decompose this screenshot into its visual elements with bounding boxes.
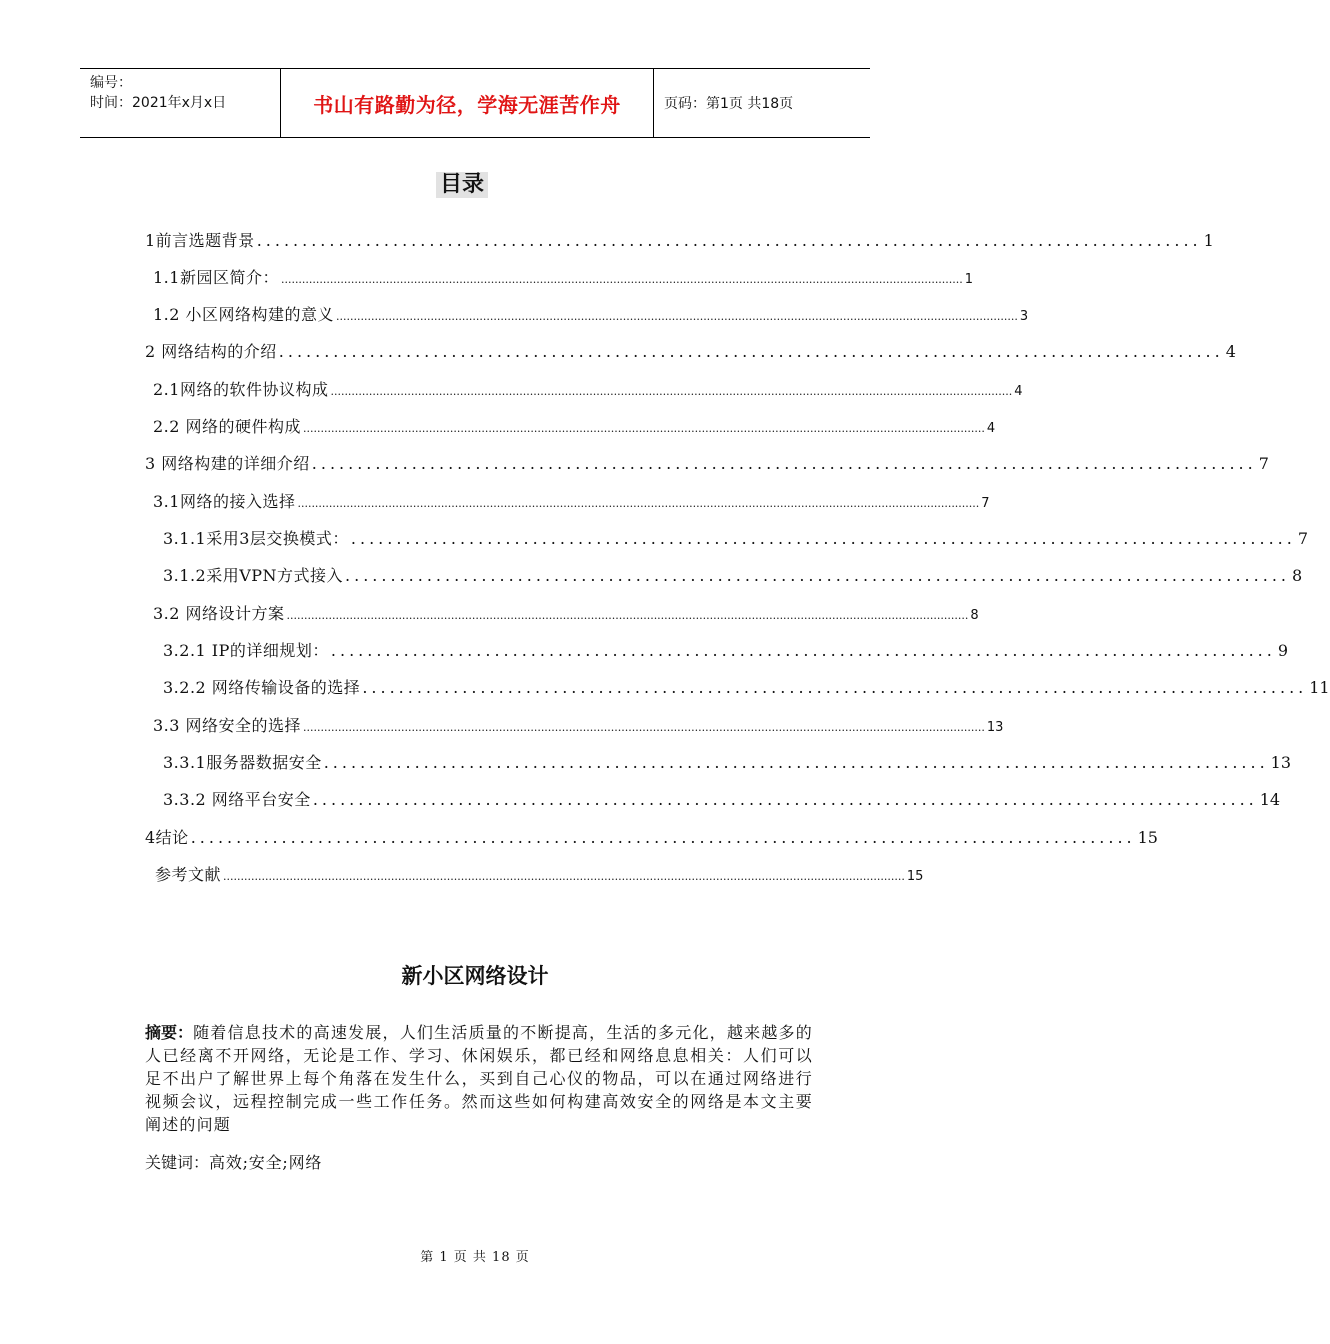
toc-entry-text: 3.2.1 IP的详细规划： <box>163 641 329 660</box>
toc-entry-text: 3.1.1采用3层交换模式： <box>163 529 349 548</box>
toc-entry-page: 14 <box>1259 790 1281 809</box>
toc-leader-dots: ........................................................................................................ <box>323 753 1269 772</box>
toc-entry-text: 2.1网络的软件协议构成 <box>153 380 329 399</box>
toc-entry-text: 3.2 网络设计方案 <box>153 604 285 623</box>
toc-entry-text: 3.1网络的接入选择 <box>153 492 296 511</box>
toc-entry[interactable] <box>145 228 1214 252</box>
toc-leader-dots: ................................................................................................................................................................................................... <box>330 385 1013 398</box>
toc-entry-page: 15 <box>906 869 924 884</box>
toc-entry[interactable] <box>163 526 1309 550</box>
keywords-label: 关键词： <box>145 1153 210 1172</box>
toc-entry-page: 8 <box>970 608 979 623</box>
toc-title: 目录 <box>436 172 488 198</box>
toc-entry[interactable] <box>153 489 990 513</box>
toc-entry[interactable] <box>153 601 979 625</box>
toc-entry-page: 1 <box>1203 231 1214 250</box>
toc-leader-dots: ........................................................................................................ <box>330 641 1276 660</box>
toc-leader-dots: ................................................................................................................................................................................................... <box>223 870 905 883</box>
toc-entry[interactable] <box>145 451 1269 475</box>
toc-leader-dots: ................................................................................................................................................................................................... <box>286 609 969 622</box>
toc-entry-page: 7 <box>1297 529 1309 548</box>
abstract-paragraph <box>145 1021 813 1136</box>
toc-entry-text: 2.2 网络的硬件构成 <box>153 417 302 436</box>
toc-entry[interactable] <box>153 713 1004 737</box>
toc-entry-text: 1.1新园区简介： <box>153 268 279 287</box>
header-motto: 书山有路勤为径，学海无涯苦作舟 <box>280 69 654 137</box>
toc-entry[interactable] <box>153 265 974 289</box>
toc-entry-text: 3.3.2 网络平台安全 <box>163 790 311 809</box>
toc-leader-dots: ................................................................................................................................................................................................... <box>280 273 963 286</box>
toc-leader-dots: ................................................................................................................................................................................................... <box>303 721 985 734</box>
toc-entry-page: 7 <box>1258 454 1269 473</box>
toc-entry-page: 4 <box>986 421 996 436</box>
toc-leader-dots: ........................................................................................................ <box>278 342 1224 361</box>
toc-entry[interactable] <box>163 638 1289 662</box>
toc-entry-page: 4 <box>1014 384 1023 399</box>
toc-leader-dots: ........................................................................................................ <box>362 678 1308 697</box>
toc-entry[interactable] <box>163 787 1281 811</box>
document-time-label: 时间：2021年x月x日 <box>90 95 227 111</box>
toc-entry-text: 3.3.1服务器数据安全 <box>163 753 322 772</box>
toc-entry[interactable] <box>145 339 1236 363</box>
toc-entry-text: 4结论 <box>145 828 189 847</box>
toc-entry-text: 3.3 网络安全的选择 <box>153 716 302 735</box>
toc-entry-page: 11 <box>1309 678 1330 697</box>
toc-entry[interactable] <box>153 377 1023 401</box>
document-number-label: 编号： <box>90 75 132 91</box>
toc-entry-page: 3 <box>1019 309 1029 324</box>
abstract-label: 摘要： <box>145 1023 194 1042</box>
toc-leader-dots: ........................................................................................................ <box>312 790 1258 809</box>
page-footer: 第 1 页 共 18 页 <box>420 1250 530 1265</box>
toc-leader-dots: ........................................................................................................ <box>311 454 1257 473</box>
toc-entry-text: 3.2.2 网络传输设备的选择 <box>163 678 361 697</box>
toc-entry-page: 9 <box>1277 641 1289 660</box>
keywords-line <box>145 1151 322 1174</box>
toc-entry-text: 1.2 小区网络构建的意义 <box>153 305 335 324</box>
toc-entry[interactable] <box>163 563 1303 587</box>
header-page-info: 页码：第1页 共18页 <box>664 96 794 112</box>
document-title: 新小区网络设计 <box>401 964 549 988</box>
toc-entry[interactable] <box>163 675 1330 699</box>
toc-entry-page: 13 <box>1270 753 1292 772</box>
toc-leader-dots: ........................................................................................................ <box>345 566 1290 585</box>
toc-entry[interactable] <box>145 825 1158 849</box>
toc-leader-dots: ........................................................................................................ <box>256 231 1202 250</box>
abstract-text: 随着信息技术的高速发展，人们生活质量的不断提高，生活的多元化，越来越多的人已经离不开网络，无论是工作、学习、休闲娱乐，都已经和网络息息相关：人们可以足不出户了解世界上每个角落在发生什么，买到自己心仪的物品，可以在通过网络进行视频会议，远程控制完成一些工作任务。然而这些如何构建高效安全的网络是本文主要阐述的问题 <box>145 1023 813 1134</box>
toc-entry-page: 1 <box>964 272 974 287</box>
toc-entry-page: 13 <box>986 720 1004 735</box>
toc-entry-page: 7 <box>981 496 990 511</box>
toc-entry-text: 1前言选题背景 <box>145 231 255 250</box>
toc-entry-page: 4 <box>1225 342 1236 361</box>
keywords-text: 高效;安全;网络 <box>209 1153 323 1172</box>
toc-leader-dots: ................................................................................................................................................................................................... <box>297 497 980 510</box>
toc-entry-text: 3.1.2采用VPN方式接入 <box>163 566 344 585</box>
toc-leader-dots: ................................................................................................................................................................................................... <box>303 422 985 435</box>
toc-entry[interactable] <box>153 302 1029 326</box>
toc-entry-page: 15 <box>1137 828 1158 847</box>
toc-leader-dots: ........................................................................................................ <box>350 529 1296 548</box>
toc-entry-text: 2 网络结构的介绍 <box>145 342 277 361</box>
toc-entry-text: 3 网络构建的详细介绍 <box>145 454 310 473</box>
toc-entry[interactable] <box>153 414 996 438</box>
toc-entry[interactable] <box>163 750 1292 774</box>
toc-leader-dots: ................................................................................................................................................................................................... <box>336 310 1018 323</box>
toc-entry[interactable] <box>155 862 924 886</box>
toc-entry-page: 8 <box>1291 566 1303 585</box>
toc-leader-dots: ........................................................................................................ <box>190 828 1136 847</box>
toc-entry-text: 参考文献 <box>155 865 222 884</box>
